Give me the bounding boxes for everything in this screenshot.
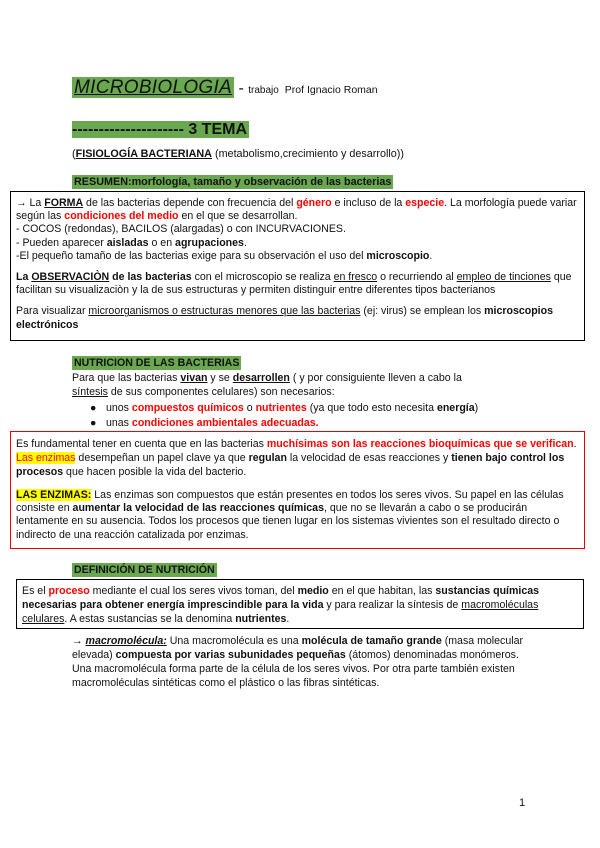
nutricion-heading-text: NUTRICION DE LAS BACTERIAS <box>74 357 240 369</box>
enzimas-paragraph-2: LAS ENZIMAS: Las enzimas son compuestos que están presentes en todos los seres vivos. Su papel en las células consiste en aumentar la velocidad de las reacciones químicas, que no se llevarán a cabo o se producirán lentamente en su ausencia. Todos los procesos que tienen lugar en los sistemas vivientes son el resultado directo o indirecto de una reacción catalizada por enzimas. <box>16 489 564 541</box>
nutricion-intro: Para que las bacterias vivan y se desarrollen ( y por consiguiente lleven a cabo la síntesis de sus componentes celulares) son necesarios: <box>72 372 462 398</box>
pueden-line: - Pueden aparecer aisladas o en agrupaciones. <box>16 236 247 249</box>
cocos-line: - COCOS (redondas), BACILOS (alargadas) o con INCURVACIONES. <box>16 223 346 236</box>
definicion-paragraph: Es el proceso mediante el cual los seres vivos toman, del medio en el que habitan, las sustancias químicas necesarias para obtener energía imprescindible para la vida y para realizar la síntesis de macromoléculas celulares. A estas sustancias se la denomina nutrientes. <box>22 585 540 625</box>
paren: ( <box>72 148 76 160</box>
tema-heading <box>72 121 249 139</box>
resumen-heading <box>72 176 393 188</box>
resumen-box <box>10 191 585 341</box>
enzimas-paragraph-1: Es fundamental tener en cuenta que en las bacterias muchísimas son las reacciones bioquímicas que se verifican. Las enzimas desempeñan un papel clave ya que regulan la velocidad de esas reacciones y tienen bajo control los procesos que hacen posible la vida del bacterio. <box>16 438 577 478</box>
fisiologia-title: FISIOLOGÍA BACTERIANA <box>75 148 212 160</box>
nutricion-bullets <box>90 401 478 430</box>
fisiologia-rest: (metabolismo,crecimiento y desarrollo)) <box>211 148 404 160</box>
enzimas-box <box>10 431 585 549</box>
definicion-box <box>16 579 584 629</box>
title-dash: - <box>234 80 249 97</box>
macromolecula-label: macromolécula: <box>85 635 167 647</box>
title: MICROBIOLOGIA <box>74 77 233 98</box>
tema-label: --------------------- 3 TEMA <box>72 121 248 138</box>
visualizar-paragraph: Para visualizar microorganismos o estructuras menores que las bacterias (ej: virus) se emplean los microscopios electrónicos <box>16 305 553 331</box>
tamano-line: -El pequeño tamaño de las bacterias exige para su observación el uso del microscopio. <box>16 249 433 262</box>
resumen-heading-text: RESUMEN:morfología, tamaño y observación de las bacterias <box>74 176 392 188</box>
definicion-heading <box>72 564 217 576</box>
subtitle: trabajo <box>248 85 279 96</box>
nutricion-heading <box>72 357 241 369</box>
definicion-heading-text: DEFINICIÓN DE NUTRICIÓN <box>74 564 215 576</box>
document-header <box>72 77 532 99</box>
page-number: 1 <box>519 797 526 809</box>
observacion-paragraph: La OBSERVACIÒN de las bacterias con el microscopio se realiza en fresco o recurriendo al empleo de tinciones que facilitan su visualizaciòn y la de sus estructuras y permiten distinguir entre diferentes tipos bacterianos <box>16 271 572 297</box>
macromolecula-paragraph: → macromolécula: Una macromolécula es una molécula de tamaño grande (masa molecular elevada) compuesta por varias subunidades pequeñas (átomos) denominadas monómeros. Una macromolécula forma parte de la célula de los seres vivos. Por otra parte también existen macromoléculas sintéticas como el plástico o las fibras sintéticas. <box>72 635 523 689</box>
fisiologia-line <box>72 148 404 160</box>
bullet-item: ● unos compuestos químicos o nutrientes (ya que todo esto necesita energía) <box>90 402 479 414</box>
forma-paragraph: → La FORMA de las bacterias depende con frecuencia del género e incluso de la especie. La morfología puede variar según las condiciones del medio en el que se desarrollan. <box>16 197 577 223</box>
teacher-name: Prof Ignacio Roman <box>284 84 378 96</box>
bullet-item: ● unas condiciones ambientales adecuadas. <box>90 416 319 429</box>
